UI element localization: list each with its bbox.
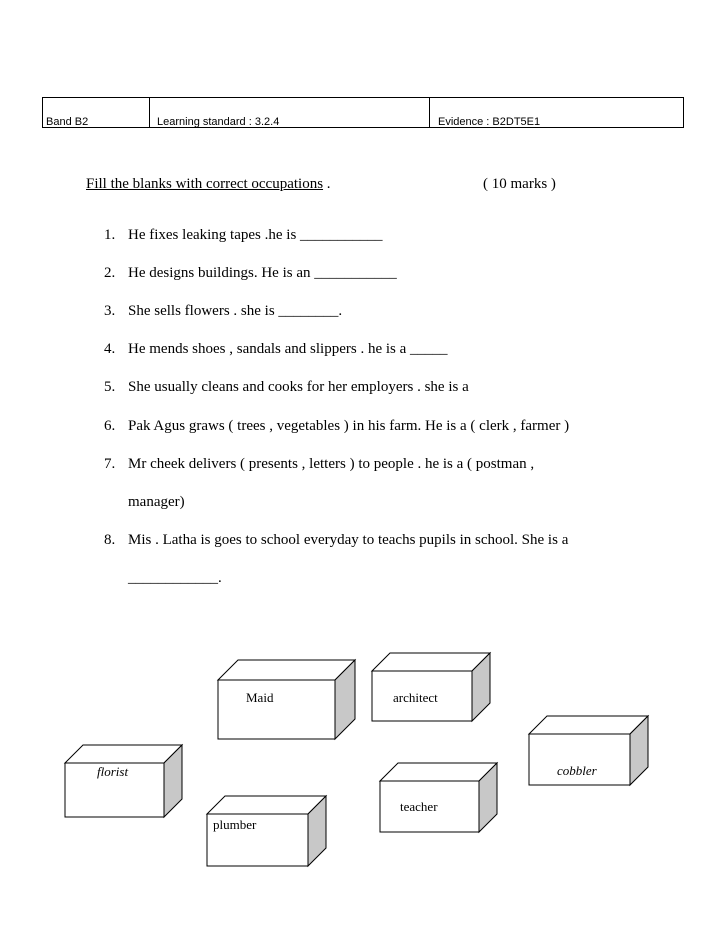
instruction-text: Fill the blanks with correct occupations <box>86 176 324 192</box>
evidence-cell: Evidence : B2DT5E1 <box>438 116 541 128</box>
word-box-label: florist <box>97 764 129 779</box>
learning-standard-cell: Learning standard : 3.2.4 <box>150 98 430 127</box>
word-box-architect <box>371 652 492 723</box>
question-7-continued: manager) <box>128 494 185 510</box>
question-4: 4. He mends shoes , sandals and slippers . he is a _____ <box>104 341 448 357</box>
word-box-cobbler <box>528 715 650 787</box>
word-box-teacher <box>379 762 499 834</box>
question-2: 2. He designs buildings. He is an ___________ <box>104 265 397 281</box>
header-table <box>42 97 684 128</box>
word-box-label: Maid <box>246 690 274 705</box>
question-3: 3. She sells flowers . she is ________. <box>104 303 343 319</box>
word-box-label: teacher <box>400 799 438 814</box>
box-outline <box>64 744 184 819</box>
word-box-label: plumber <box>213 817 257 832</box>
question-8-continued: ____________. <box>128 570 222 586</box>
instruction <box>86 176 331 193</box>
word-box-maid <box>217 659 357 740</box>
marks-label: ( 10 marks ) <box>483 176 556 192</box>
question-7: 7. Mr cheek delivers ( presents , letters ) to people . he is a ( postman , <box>104 456 535 472</box>
word-box-label: cobbler <box>557 763 597 778</box>
word-box-label: architect <box>393 690 438 705</box>
question-6: 6. Pak Agus graws ( trees , vegetables ) in his farm. He is a ( clerk , farmer ) <box>104 418 570 434</box>
box-outline <box>371 652 492 723</box>
word-box-plumber <box>206 795 328 868</box>
instruction-suffix: . <box>323 176 331 192</box>
question-8: 8. Mis . Latha is goes to school everyday to teachs pupils in school. She is a <box>104 532 569 548</box>
box-outline <box>379 762 499 834</box>
word-box-florist <box>64 744 184 819</box>
box-outline <box>217 659 357 740</box>
question-1: 1. He fixes leaking tapes .he is ___________ <box>104 227 383 243</box>
band-cell: Band B2 <box>43 98 150 127</box>
question-5: 5. She usually cleans and cooks for her employers . she is a <box>104 379 469 395</box>
